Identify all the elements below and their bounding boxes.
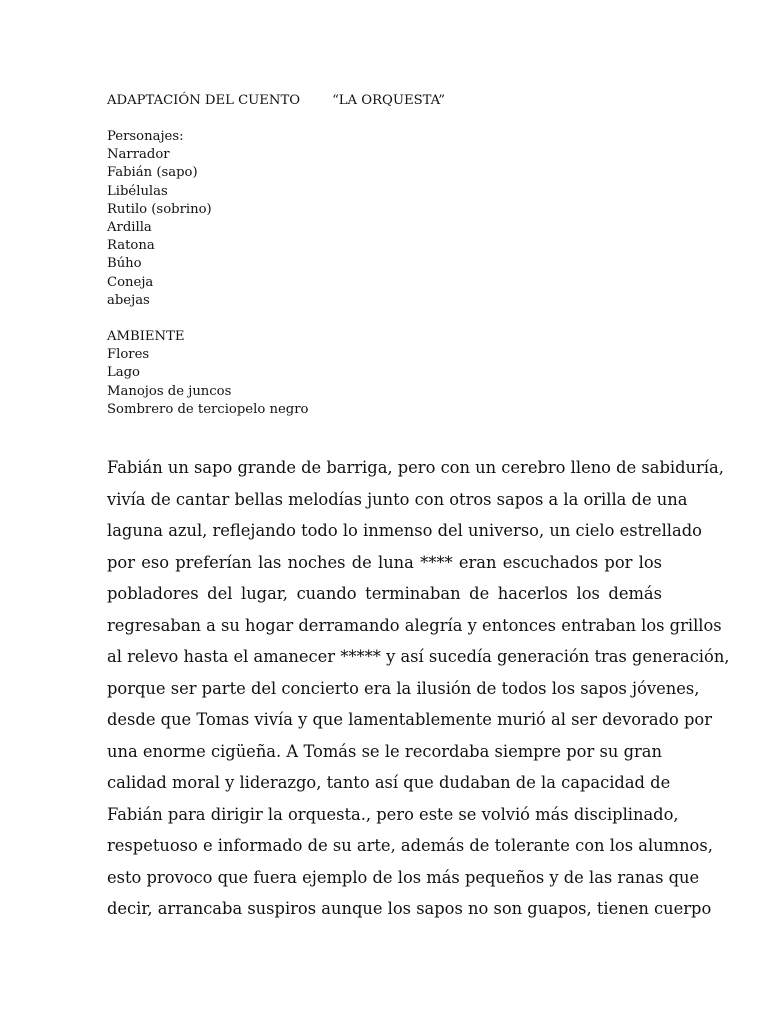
paragraph-line: vivía de cantar bellas melodías junto con otros sapos a la orilla de una (107, 489, 688, 509)
characters-heading: Personajes: (107, 129, 184, 144)
characters-list (107, 128, 212, 310)
story-paragraph (107, 452, 730, 925)
paragraph-line: regresaban a su hogar derramando alegría y entonces entraban los grillos (107, 615, 722, 635)
paragraph-line: calidad moral y liderazgo, tanto así que dudaban de la capacidad de (107, 773, 671, 792)
paragraph-line: por eso preferían las noches de luna **** eran escuchados por los (107, 552, 662, 572)
character-item: Fabián (sapo) (107, 165, 198, 181)
character-item: Rutilo (sobrino) (107, 201, 212, 217)
paragraph-line: porque ser parte del concierto era la ilusión de todos los sapos jóvenes, (107, 678, 700, 698)
setting-item: Sombrero de terciopelo negro (107, 401, 309, 417)
document-title (107, 92, 445, 110)
character-item: abejas (107, 292, 150, 308)
character-item: Libélulas (107, 183, 168, 199)
paragraph-line: al relevo hasta el amanecer ***** y así sucedía generación tras generación, (107, 647, 730, 666)
setting-list (107, 328, 308, 419)
setting-item: Lago (107, 365, 141, 381)
setting-heading: AMBIENTE (107, 329, 185, 344)
title-story-name: “LA ORQUESTA” (332, 93, 446, 108)
paragraph-line: Fabián un sapo grande de barriga, pero con un cerebro lleno de sabiduría, (107, 458, 724, 477)
paragraph-line: decir, arrancaba suspiros aunque los sapos no son guapos, tienen cuerpo (107, 899, 712, 918)
paragraph-line: desde que Tomas vivía y que lamentablemente murió al ser devorado por (107, 710, 713, 729)
character-item: Ardilla (107, 220, 152, 236)
paragraph-line: esto provoco que fuera ejemplo de los más pequeños y de las ranas que (107, 867, 700, 887)
character-item: Coneja (107, 274, 154, 290)
title-left: ADAPTACIÓN DEL CUENTO (107, 93, 301, 108)
setting-item: Flores (107, 347, 150, 363)
paragraph-line: Fabián para dirigir la orquesta., pero este se volvió más disciplinado, (107, 804, 679, 824)
character-item: Narrador (107, 147, 170, 163)
character-item: Ratona (107, 238, 155, 254)
paragraph-line: una enorme cigüeña. A Tomás se le recordaba siempre por su gran (107, 741, 662, 761)
paragraph-line: pobladores del lugar, cuando terminaban de hacerlos los demás (107, 584, 662, 603)
setting-item: Manojos de juncos (107, 383, 232, 399)
character-item: Búho (107, 256, 142, 272)
paragraph-line: respetuoso e informado de su arte, además de tolerante con los alumnos, (107, 836, 713, 855)
paragraph-line: laguna azul, reflejando todo lo inmenso del universo, un cielo estrellado (107, 521, 702, 540)
